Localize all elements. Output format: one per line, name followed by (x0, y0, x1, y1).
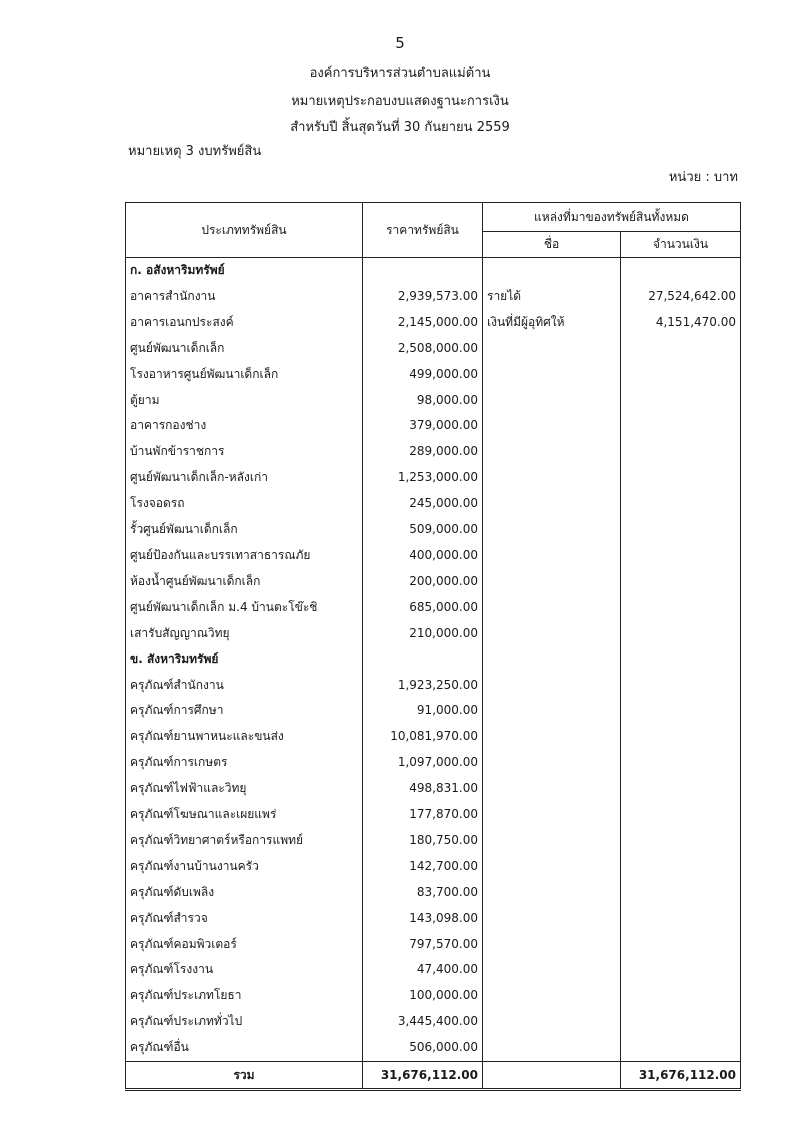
assets-table (125, 202, 741, 1091)
asset-price: 506,000.00 (363, 1035, 483, 1061)
table-row (126, 362, 741, 388)
source-amount (621, 362, 741, 388)
header-asset-type: ประเภททรัพย์สิน (126, 203, 363, 258)
asset-price: 3,445,400.00 (363, 1009, 483, 1035)
asset-name: ตู้ยาม (126, 388, 363, 414)
source-name (483, 673, 621, 699)
source-name (483, 750, 621, 776)
asset-price: 1,923,250.00 (363, 673, 483, 699)
source-name (483, 647, 621, 673)
table-row (126, 284, 741, 310)
table-row (126, 1009, 741, 1035)
source-amount (621, 828, 741, 854)
source-amount (621, 517, 741, 543)
asset-name: ครุภัณฑ์งานบ้านงานครัว (126, 854, 363, 880)
asset-price: 1,253,000.00 (363, 465, 483, 491)
asset-name: ศูนย์พัฒนาเด็กเล็ก (126, 336, 363, 362)
asset-price: 1,097,000.00 (363, 750, 483, 776)
asset-price: 10,081,970.00 (363, 724, 483, 750)
source-name (483, 543, 621, 569)
source-name: รายได้ (483, 284, 621, 310)
table-row (126, 621, 741, 647)
source-amount (621, 724, 741, 750)
table-row (126, 802, 741, 828)
asset-price: 245,000.00 (363, 491, 483, 517)
note-title: หมายเหตุ 3 งบทรัพย์สิน (128, 144, 262, 159)
source-amount (621, 854, 741, 880)
source-name (483, 569, 621, 595)
source-name: เงินที่มีผู้อุทิศให้ (483, 310, 621, 336)
source-amount (621, 932, 741, 958)
source-name (483, 1035, 621, 1061)
source-amount (621, 413, 741, 439)
asset-name: ห้องน้ำศูนย์พัฒนาเด็กเล็ก (126, 569, 363, 595)
asset-name: ครุภัณฑ์ไฟฟ้าและวิทยุ (126, 776, 363, 802)
asset-name: ครุภัณฑ์ยานพาหนะและขนส่ง (126, 724, 363, 750)
source-amount (621, 543, 741, 569)
asset-price: 2,939,573.00 (363, 284, 483, 310)
source-name (483, 595, 621, 621)
table-row (126, 854, 741, 880)
asset-name: ครุภัณฑ์อื่น (126, 1035, 363, 1061)
asset-price: 200,000.00 (363, 569, 483, 595)
source-amount (621, 621, 741, 647)
source-amount (621, 957, 741, 983)
asset-name: ครุภัณฑ์สำรวจ (126, 906, 363, 932)
source-name (483, 388, 621, 414)
asset-name: ครุภัณฑ์คอมพิวเตอร์ (126, 932, 363, 958)
table-row (126, 569, 741, 595)
table-row (126, 1035, 741, 1061)
asset-price: 685,000.00 (363, 595, 483, 621)
source-amount (621, 880, 741, 906)
table-row (126, 880, 741, 906)
source-name (483, 957, 621, 983)
header-source-amount: จำนวนเงิน (621, 232, 741, 258)
asset-price: 289,000.00 (363, 439, 483, 465)
source-amount (621, 647, 741, 673)
source-name (483, 465, 621, 491)
asset-price: 499,000.00 (363, 362, 483, 388)
source-name (483, 724, 621, 750)
asset-name: ครุภัณฑ์วิทยาศาตร์หรือการแพทย์ (126, 828, 363, 854)
table-row (126, 595, 741, 621)
table-row (126, 957, 741, 983)
asset-price (363, 258, 483, 284)
page-number: 5 (395, 34, 405, 52)
asset-price: 797,570.00 (363, 932, 483, 958)
asset-name: โรงจอดรถ (126, 491, 363, 517)
asset-price: 98,000.00 (363, 388, 483, 414)
source-name (483, 932, 621, 958)
source-amount (621, 802, 741, 828)
source-name (483, 258, 621, 284)
source-amount (621, 388, 741, 414)
source-amount (621, 1035, 741, 1061)
asset-name: ก. อสังหาริมทรัพย์ (126, 258, 363, 284)
asset-name: ครุภัณฑ์ประเภทโยธา (126, 983, 363, 1009)
source-amount: 4,151,470.00 (621, 310, 741, 336)
table-row (126, 698, 741, 724)
asset-name: ครุภัณฑ์โฆษณาและเผยแพร่ (126, 802, 363, 828)
asset-name: ข. สังหาริมทรัพย์ (126, 647, 363, 673)
source-name (483, 336, 621, 362)
table-row (126, 543, 741, 569)
total-label: รวม (126, 1062, 363, 1090)
table-body (126, 258, 741, 1062)
total-amount: 31,676,112.00 (621, 1062, 741, 1090)
asset-price: 177,870.00 (363, 802, 483, 828)
source-amount: 27,524,642.00 (621, 284, 741, 310)
asset-price: 2,145,000.00 (363, 310, 483, 336)
table-row (126, 465, 741, 491)
table-row (126, 673, 741, 699)
source-name (483, 491, 621, 517)
table-row (126, 310, 741, 336)
header-source-group: แหล่งที่มาของทรัพย์สินทั้งหมด (483, 203, 741, 232)
source-name (483, 906, 621, 932)
source-name (483, 413, 621, 439)
unit-label: หน่วย : บาท (668, 170, 738, 185)
source-name (483, 439, 621, 465)
asset-price (363, 647, 483, 673)
table-row (126, 517, 741, 543)
asset-name: ครุภัณฑ์ประเภททั่วไป (126, 1009, 363, 1035)
source-name (483, 802, 621, 828)
section-row (126, 647, 741, 673)
source-amount (621, 1009, 741, 1035)
table-row (126, 932, 741, 958)
source-amount (621, 698, 741, 724)
asset-name: อาคารกองช่าง (126, 413, 363, 439)
source-amount (621, 439, 741, 465)
asset-name: โรงอาหารศูนย์พัฒนาเด็กเล็ก (126, 362, 363, 388)
asset-price: 379,000.00 (363, 413, 483, 439)
source-amount (621, 336, 741, 362)
source-amount (621, 258, 741, 284)
organization-name: องค์การบริหารส่วนตำบลแม่ต้าน (309, 66, 491, 81)
asset-price: 2,508,000.00 (363, 336, 483, 362)
asset-name: ครุภัณฑ์โรงงาน (126, 957, 363, 983)
source-name (483, 828, 621, 854)
header-asset-price: ราคาทรัพย์สิน (363, 203, 483, 258)
table-row (126, 439, 741, 465)
asset-price: 509,000.00 (363, 517, 483, 543)
asset-name: รั้วศูนย์พัฒนาเด็กเล็ก (126, 517, 363, 543)
asset-name: อาคารเอนกประสงค์ (126, 310, 363, 336)
section-row (126, 258, 741, 284)
source-name (483, 776, 621, 802)
asset-price: 83,700.00 (363, 880, 483, 906)
asset-price: 210,000.00 (363, 621, 483, 647)
document-title: หมายเหตุประกอบงบแสดงฐานะการเงิน (291, 94, 509, 109)
asset-name: ครุภัณฑ์สำนักงาน (126, 673, 363, 699)
asset-price: 400,000.00 (363, 543, 483, 569)
source-amount (621, 673, 741, 699)
table-row (126, 724, 741, 750)
total-price: 31,676,112.00 (363, 1062, 483, 1090)
table-row (126, 983, 741, 1009)
source-name (483, 880, 621, 906)
source-amount (621, 983, 741, 1009)
asset-name: บ้านพักข้าราชการ (126, 439, 363, 465)
asset-name: เสารับสัญญาณวิทยุ (126, 621, 363, 647)
asset-name: ศูนย์ป้องกันและบรรเทาสาธารณภัย (126, 543, 363, 569)
table-row (126, 388, 741, 414)
source-name (483, 362, 621, 388)
source-name (483, 621, 621, 647)
asset-name: ครุภัณฑ์การศึกษา (126, 698, 363, 724)
source-amount (621, 906, 741, 932)
table-row (126, 413, 741, 439)
asset-price: 498,831.00 (363, 776, 483, 802)
period-line: สำหรับปี สิ้นสุดวันที่ 30 กันยายน 2559 (290, 120, 510, 135)
table-row (126, 776, 741, 802)
asset-name: ศูนย์พัฒนาเด็กเล็ก-หลังเก่า (126, 465, 363, 491)
asset-name: ครุภัณฑ์ดับเพลิง (126, 880, 363, 906)
total-source (483, 1062, 621, 1090)
header-source-name: ชื่อ (483, 232, 621, 258)
source-amount (621, 465, 741, 491)
source-name (483, 854, 621, 880)
source-name (483, 1009, 621, 1035)
asset-price: 47,400.00 (363, 957, 483, 983)
table-row (126, 906, 741, 932)
asset-name: ครุภัณฑ์การเกษตร (126, 750, 363, 776)
table-row (126, 491, 741, 517)
source-amount (621, 595, 741, 621)
asset-price: 91,000.00 (363, 698, 483, 724)
source-name (483, 983, 621, 1009)
source-amount (621, 750, 741, 776)
table-row (126, 750, 741, 776)
table-row (126, 828, 741, 854)
table-row (126, 336, 741, 362)
asset-price: 142,700.00 (363, 854, 483, 880)
total-row (126, 1062, 741, 1090)
source-name (483, 517, 621, 543)
source-amount (621, 776, 741, 802)
source-amount (621, 491, 741, 517)
asset-price: 180,750.00 (363, 828, 483, 854)
source-amount (621, 569, 741, 595)
asset-name: ศูนย์พัฒนาเด็กเล็ก ม.4 บ้านตะโข๊ะชิ (126, 595, 363, 621)
asset-price: 143,098.00 (363, 906, 483, 932)
asset-name: อาคารสำนักงาน (126, 284, 363, 310)
asset-price: 100,000.00 (363, 983, 483, 1009)
source-name (483, 698, 621, 724)
